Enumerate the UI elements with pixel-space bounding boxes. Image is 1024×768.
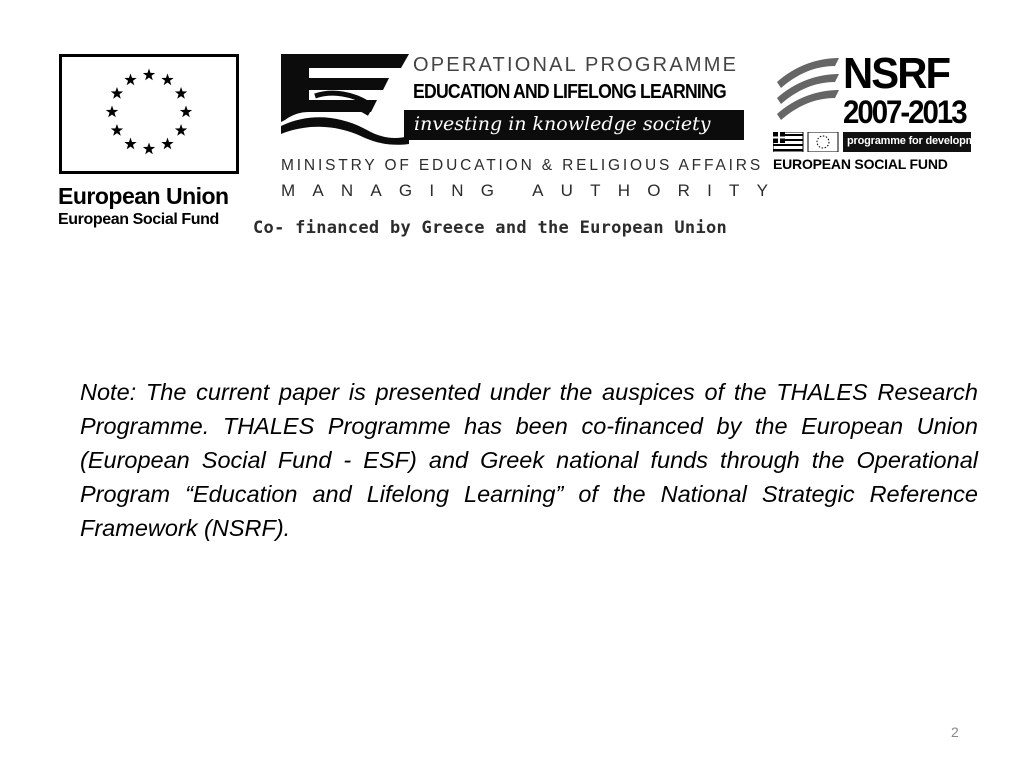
nsrf-tagline-band	[843, 132, 992, 152]
eu-title: European Union	[58, 183, 229, 209]
ministry-label: MINISTRY OF EDUCATION & RELIGIOUS AFFAIRS	[281, 157, 764, 174]
eu-star-icon	[143, 143, 155, 155]
op-title-line2: EDUCATION AND LIFELONG LEARNING	[413, 80, 726, 103]
eu-star-icon	[111, 87, 123, 99]
nsrf-tagline: programme for development	[847, 135, 992, 147]
greece-eu-flags-icon	[773, 132, 839, 152]
eu-star-icon	[111, 124, 123, 136]
cofinanced-label: Co- financed by Greece and the European Union	[253, 218, 728, 238]
op-tagline-band	[404, 110, 744, 140]
eu-flag-logo	[59, 54, 239, 174]
nsrf-title: NSRF	[843, 49, 950, 98]
note-paragraph: Note: The current paper is presented under the auspices of the THALES Research Programme. THALES Programme has been co-financed by the European Union (European Social Fund - ESF) and Greek national funds through the Operational Program “Education and Lifelong Learning” of the National Strategic Reference Framework (NSRF).	[80, 379, 978, 541]
managing-authority-label: MANAGING AUTHORITY	[281, 181, 786, 200]
eu-star-icon	[161, 138, 173, 150]
page-number: 2	[951, 724, 959, 740]
eu-star-icon	[161, 73, 173, 85]
op-tagline: investing in knowledge society	[414, 113, 711, 135]
op-book-logo-icon	[281, 54, 411, 146]
eu-subtitle: European Social Fund	[58, 211, 219, 228]
eu-star-icon	[180, 106, 192, 118]
eu-stars-icon	[62, 57, 236, 171]
eu-star-icon	[175, 87, 187, 99]
eu-star-icon	[124, 73, 136, 85]
nsrf-years: 2007-2013	[843, 94, 966, 130]
eu-star-icon	[124, 138, 136, 150]
eu-star-icon	[175, 124, 187, 136]
op-title-line1: OPERATIONAL PROGRAMME	[413, 54, 739, 76]
eu-star-icon	[106, 106, 118, 118]
eu-star-icon	[143, 69, 155, 81]
esf-label: EUROPEAN SOCIAL FUND	[773, 156, 948, 172]
